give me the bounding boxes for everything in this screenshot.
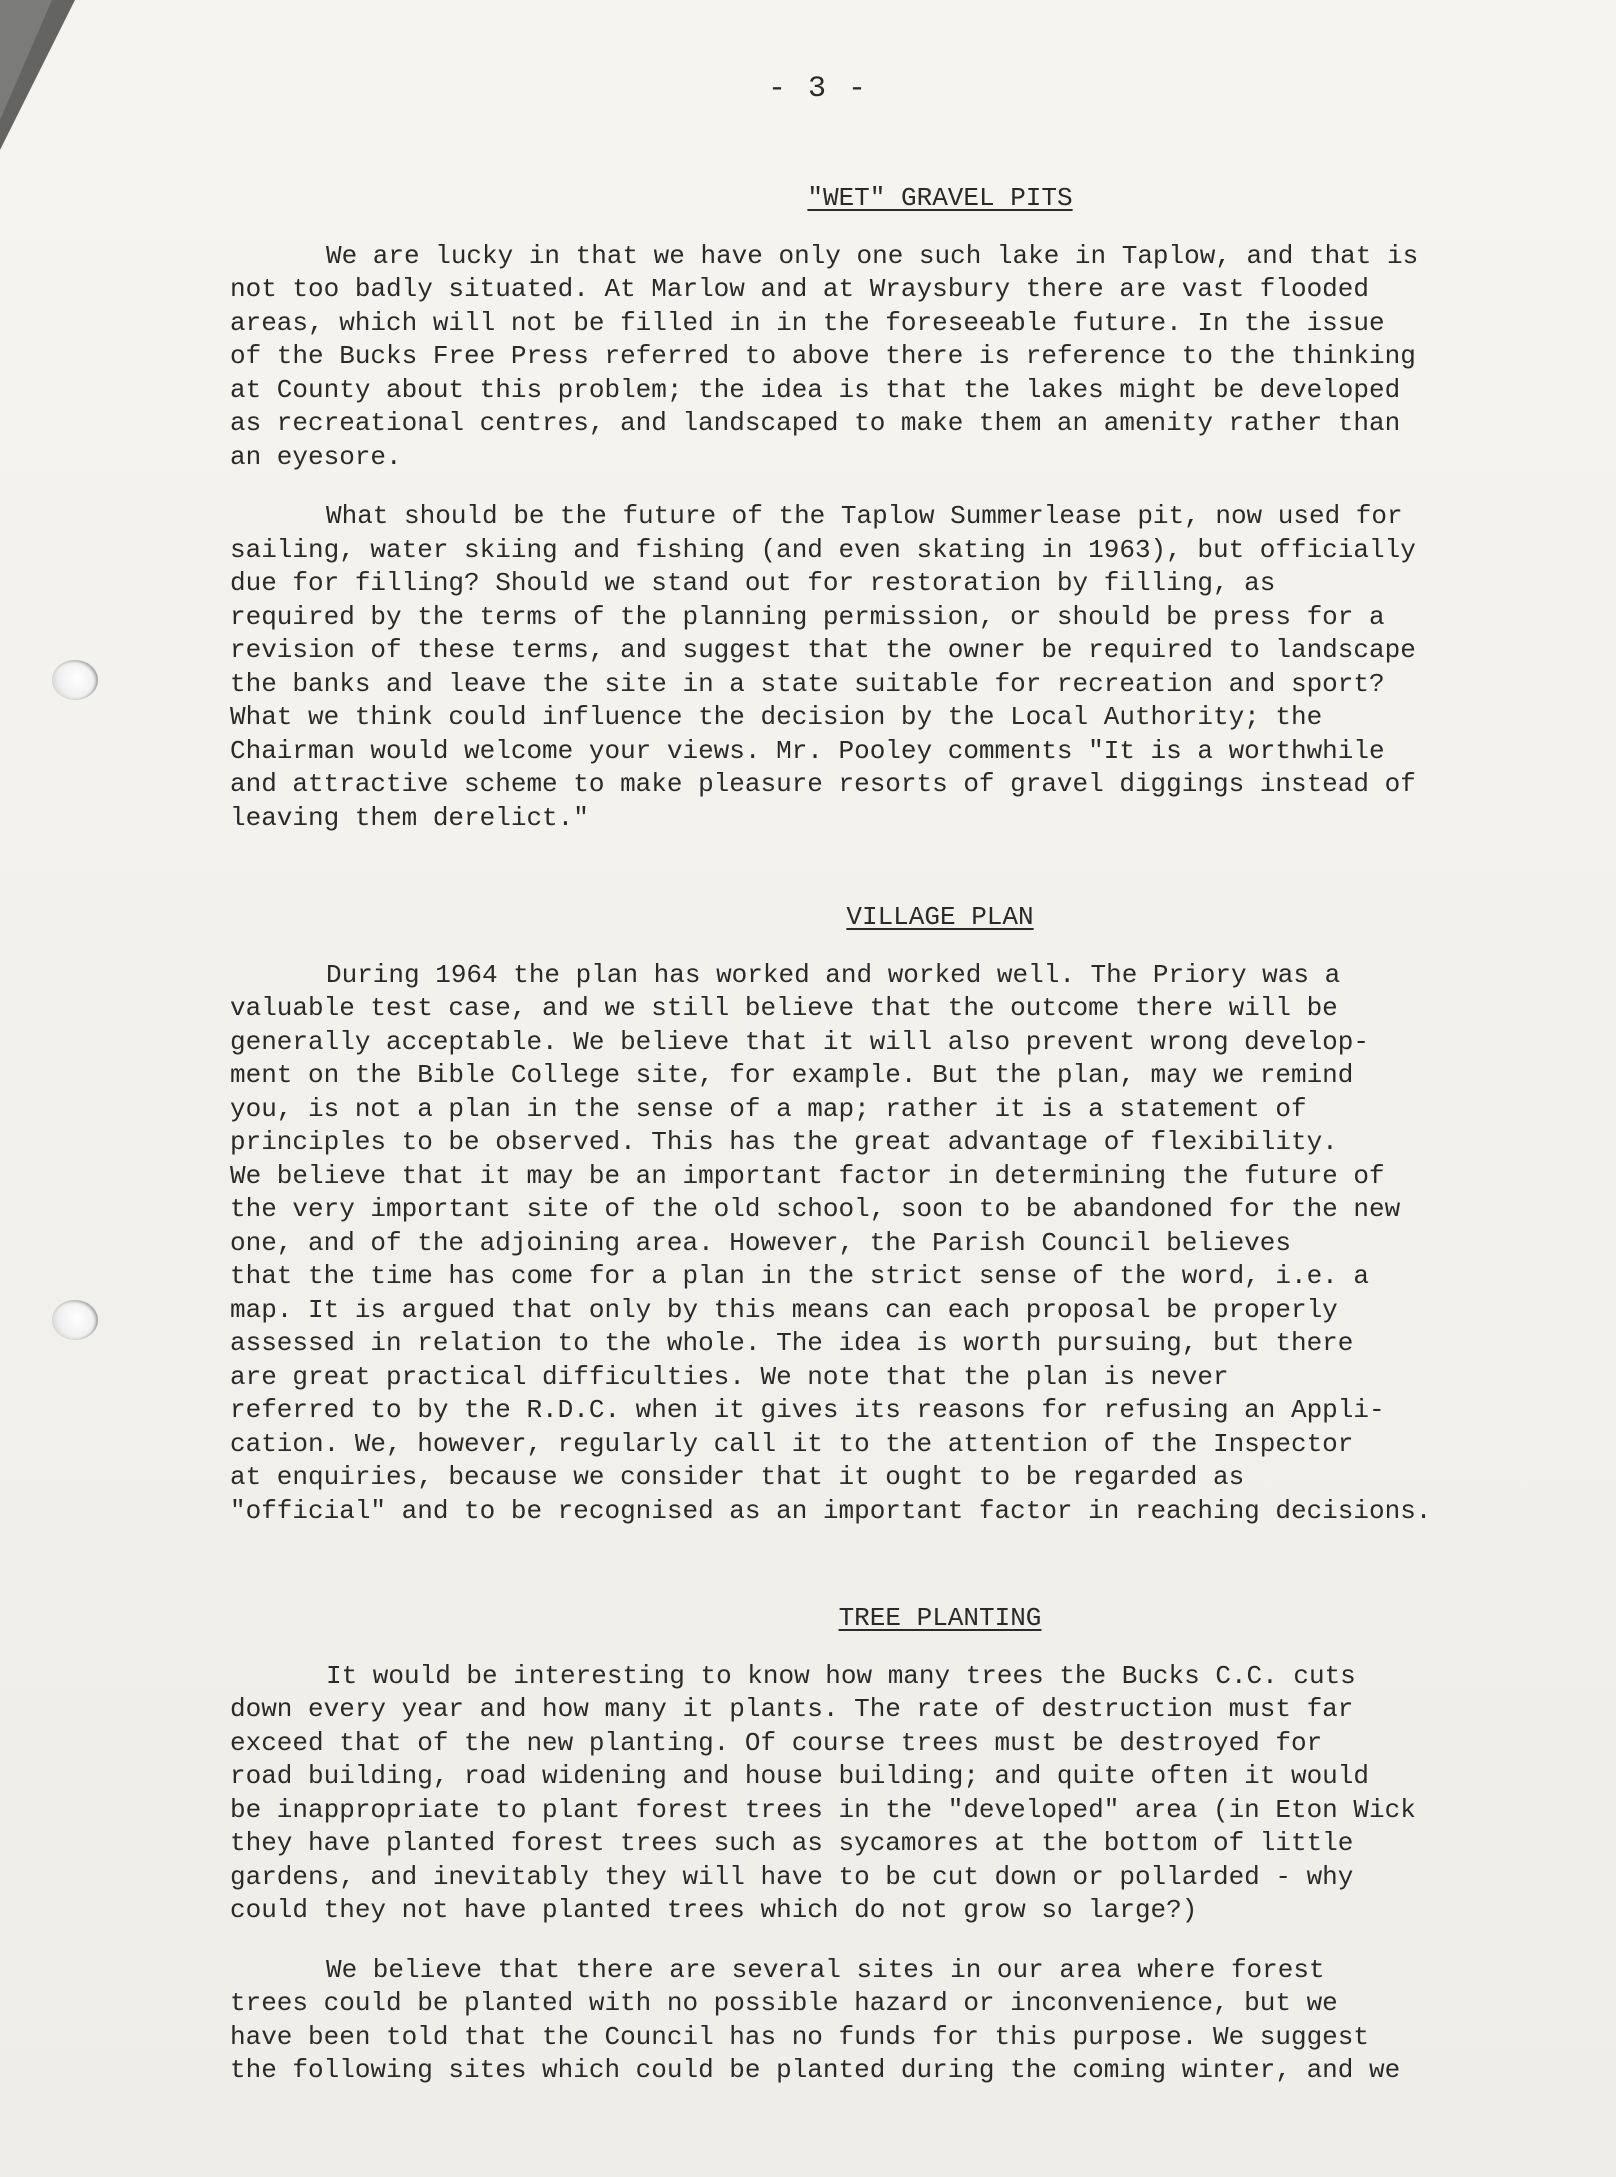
paragraph: What should be the future of the Taplow Summerlease pit, now used for sailing, water skiing and fishing (and even skating in 1963), but officially due for filling? Should we stand out for restoration by filling, as required by the terms of the planning permission, or should be press for a revision of these terms, and suggest that the owner be required to landscape the banks and leave the site in a state suitable for recreation and sport? What we think could influence the decision by the Local Authority; the Chairman would welcome your views. Mr. Pooley comments "It is a worthwhile and attractive scheme to make pleasure resorts of gravel diggings instead of leaving them derelict." (230, 501, 1416, 833)
section-heading-village-plan: VILLAGE PLAN (846, 902, 1034, 932)
paragraph: We are lucky in that we have only one such lake in Taplow, and that is not too badly situated. At Marlow and at Wraysbury there are vast flooded areas, which will not be filled in in the foreseeable future. In the issue of the Bucks Free Press referred to above there is reference to the thinking at County about this problem; the idea is that the lakes might be developed as recreational centres, and landscaped to make them an amenity rather than an eyesore. (230, 240, 1419, 472)
punch-hole-top (52, 660, 98, 700)
section-heading-wet-gravel-pits: "WET" GRAVEL PITS (807, 183, 1073, 213)
punch-hole-bottom (52, 1300, 98, 1340)
page-number: - 3 - (767, 72, 868, 106)
document-body (230, 150, 1520, 2114)
paragraph: During 1964 the plan has worked and worked well. The Priory was a valuable test case, and we still believe that the outcome there will be generally acceptable. We believe that it will also prevent wrong develop- ment on the Bible College site, for example. But the plan, may we remind you, is not a plan in the sense of a map; rather it is a statement of principles to be observed. This has the great advantage of flexibility. We believe that it may be an important factor in determining the future of the very important site of the old school, soon to be abandoned for the new one, and of the adjoining area. However, the Parish Council believes that the time has come for a plan in the strict sense of the word, i.e. a map. It is argued that only by this means can each proposal be properly assessed in relation to the whole. The idea is worth pursuing, but there are great practical difficulties. We note that the plan is never referred to by the R.D.C. when it gives its reasons for refusing an Appli- cation. We, however, regularly call it to the attention of the Inspector at enquiries, because we consider that it ought to be regarded as "official" and to be recognised as an important factor in reaching decisions. (230, 959, 1432, 1526)
paragraph: We believe that there are several sites in our area where forest trees could be planted with no possible hazard or inconvenience, but we have been told that the Council has no funds for this purpose. We suggest the following sites which could be planted during the coming winter, and we (230, 1954, 1401, 2085)
section-heading-tree-planting: TREE PLANTING (838, 1603, 1042, 1633)
paragraph: It would be interesting to know how many trees the Bucks C.C. cuts down every year and how many it plants. The rate of destruction must far exceed that of the new planting. Of course trees must be destroyed for road building, road widening and house building; and quite often it would be inappropriate to plant forest trees in the "developed" area (in Eton Wick they have planted forest trees such as sycamores at the bottom of little gardens, and inevitably they will have to be cut down or pollarded - why could they not have planted trees which do not grow so large?) (230, 1660, 1416, 1925)
